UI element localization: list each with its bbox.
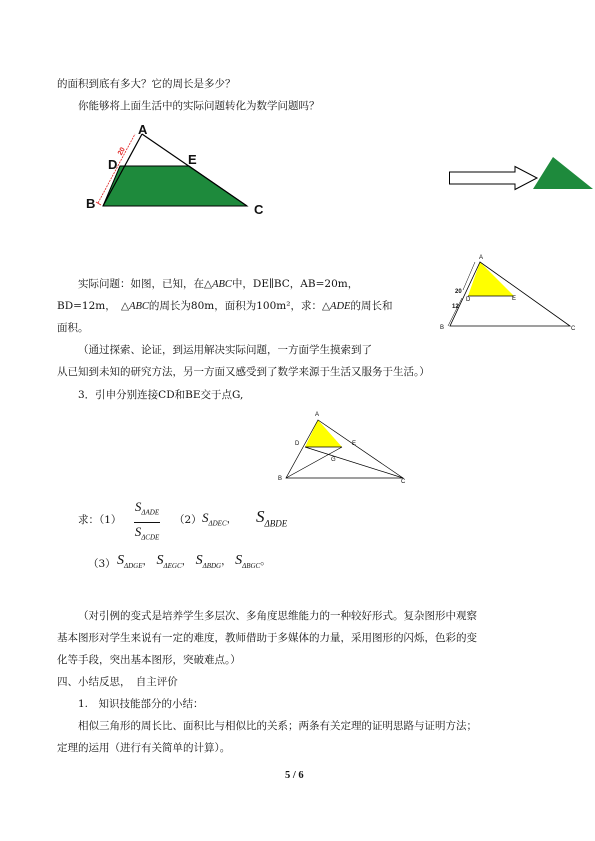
formula-symbol: S <box>195 553 203 568</box>
length-20: 20 <box>455 289 462 295</box>
formula-symbol: S <box>235 553 243 568</box>
note-line: 基本图形对学生来说有一定的难度，教师借助于多媒体的力量，采用图形的闪烁，色彩的变 <box>57 632 477 644</box>
formula-symbol: S <box>134 499 142 514</box>
formula-comma: ， <box>226 514 238 525</box>
formula-subscript: ΔEGC <box>163 561 182 570</box>
text-segment: 的周长为80m，面积为100m²，求：△ <box>148 300 331 312</box>
summary-line: 定理的运用（进行有关简单的计算）。 <box>57 742 231 754</box>
label-B: B <box>278 476 283 482</box>
formula-subscript: ΔDEC <box>208 519 227 528</box>
formula-comma: ， <box>221 556 232 567</box>
label-A: A <box>138 122 148 137</box>
formula-symbol: S <box>117 553 124 568</box>
formula-subscript: ΔADE <box>141 508 160 517</box>
text-segment: 的周长和 <box>350 300 393 312</box>
label-A: A <box>479 255 484 261</box>
label-C: C <box>401 479 406 485</box>
formula-ratio <box>134 500 160 544</box>
note-line: 从已知到未知的研究方法，另一方面又感受到了数学来源于生活又服务于生活。） <box>57 366 430 378</box>
note-line: 化等手段，突出基本图形，突破难点。） <box>57 654 241 666</box>
label-A: A <box>315 412 320 418</box>
formula-subscript: ΔBGC <box>242 561 261 570</box>
text-segment: ABC <box>212 279 232 290</box>
text-segment: ABC <box>129 301 149 312</box>
formula-row-3 <box>117 553 271 574</box>
formula-symbol: S <box>256 507 265 526</box>
label-D: D <box>295 441 300 447</box>
text-line: 的面积到底有多大？它的周长是多少？ <box>57 78 236 90</box>
formula-bde <box>256 508 287 532</box>
label-B: B <box>440 325 445 331</box>
formula-subscript: ΔBDE <box>264 518 288 529</box>
formula-end: 。 <box>260 556 271 567</box>
length-12: 12 <box>452 304 459 310</box>
length-20: 20 <box>116 146 127 157</box>
label-D: D <box>108 157 118 172</box>
formula-subscript: ΔDGE <box>124 561 143 570</box>
label-E: E <box>188 152 197 167</box>
summary-line: 相似三角形的周长比、面积比与相似比的关系；两条有关定理的证明思路与证明方法； <box>78 720 477 732</box>
formula-dec <box>202 511 237 531</box>
text-segment: ADE <box>330 301 351 312</box>
formula-subscript: ΔCDE <box>141 533 160 542</box>
label-B: B <box>86 196 96 211</box>
label-E: E <box>512 296 517 302</box>
extension-line: 3．引申分别连接CD和BE交于点G, <box>78 389 244 401</box>
formula-comma: ， <box>142 556 153 567</box>
note-line: （通过探索、论证，到运用解决实际问题，一方面学生摸索到了 <box>78 344 372 356</box>
ask-2: （2） <box>174 514 202 526</box>
formula-symbol: S <box>202 510 209 525</box>
note-line: （对引例的变式是培养学生多层次、多角度思维能力的一种较好形式。复杂图形中观察 <box>78 610 477 622</box>
text-segment: 实际问题：如图，已知，在△ <box>78 278 213 290</box>
formula-comma: ， <box>181 556 193 567</box>
label-C: C <box>571 326 576 332</box>
label-D: D <box>466 297 471 303</box>
text-segment: 中，DE∥BC，AB=20m， <box>231 278 359 290</box>
subsection-heading: 1. 知识技能部分的小结： <box>78 698 204 710</box>
label-C: C <box>254 202 264 217</box>
text-line: 你能够将上面生活中的实际问题转化为数学问题吗？ <box>78 100 320 112</box>
section-heading: 四、小结反思， 自主评价 <box>57 676 178 688</box>
ask-prefix: 求：（1） <box>78 514 122 526</box>
formula-subscript: ΔBDG <box>202 561 222 570</box>
label-G: G <box>331 457 336 463</box>
label-E: E <box>352 441 357 447</box>
problem-line-3: 面积。 <box>57 322 89 334</box>
page-number: 5 / 6 <box>285 770 304 781</box>
formula-symbol: S <box>134 523 142 539</box>
text-segment: BD=12m， △ <box>57 300 130 312</box>
ask-3: （3） <box>88 558 116 570</box>
formula-symbol: S <box>156 553 164 568</box>
